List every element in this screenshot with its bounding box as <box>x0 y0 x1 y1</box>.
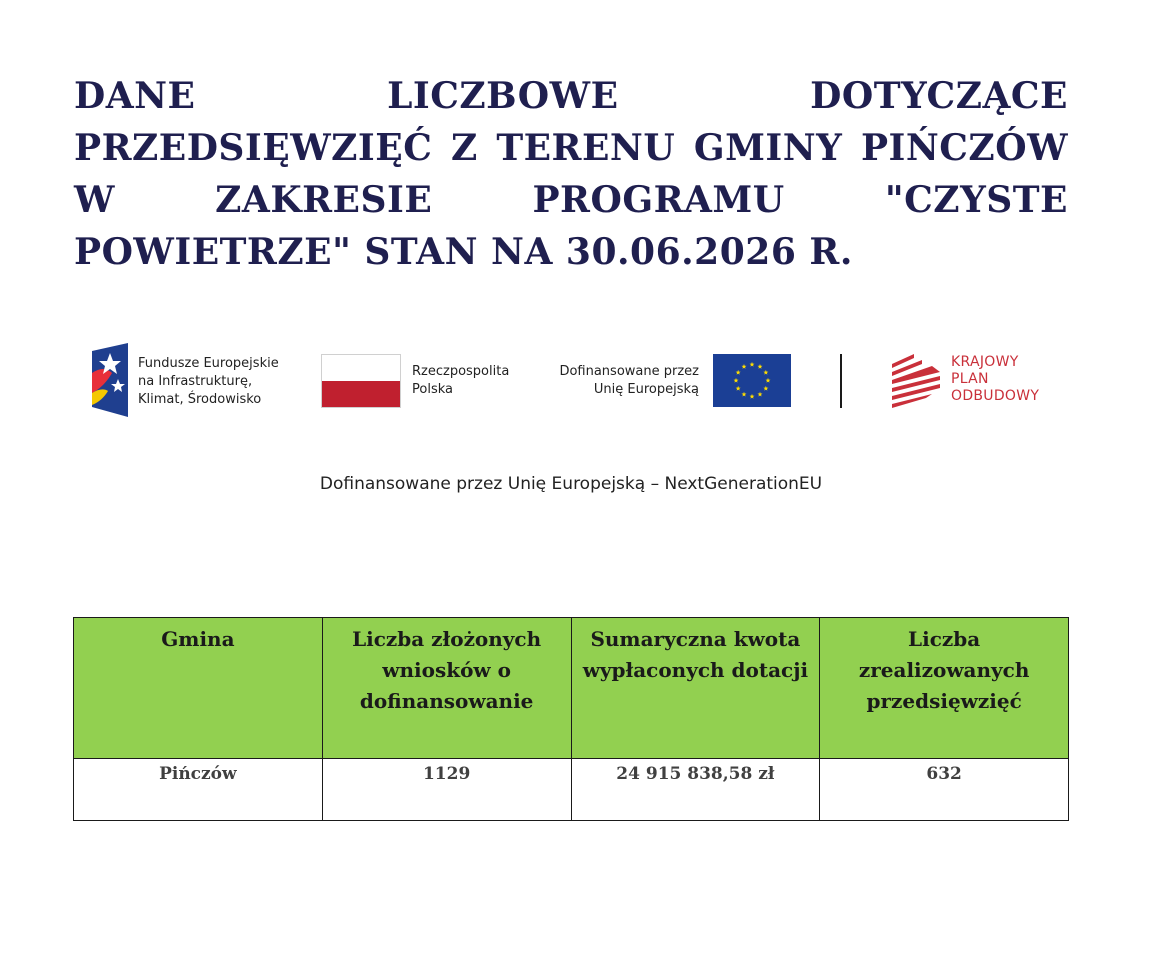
table-header-row <box>74 618 1069 759</box>
pl-logo-line-2: Polska <box>412 382 453 397</box>
header-gmina: Gmina <box>74 618 323 759</box>
eu-star-icon <box>742 364 747 369</box>
cell-liczba-przedsiewziec: 632 <box>820 759 1069 821</box>
kpo-logo-line-2: PLAN <box>951 371 989 387</box>
table-row <box>74 759 1069 821</box>
eu-logo-line-2: Unię Europejską <box>593 382 699 397</box>
eu-cofinancing-logo <box>546 354 791 410</box>
rzeczpospolita-polska-logo <box>321 354 531 410</box>
polish-flag-icon <box>321 354 401 408</box>
eu-star-icon <box>750 394 755 399</box>
eu-star-icon <box>750 362 755 367</box>
eu-star-icon <box>734 378 739 383</box>
eu-star-icon <box>736 386 741 391</box>
logo-bar <box>88 340 1068 420</box>
eu-star-icon <box>766 378 771 383</box>
krajowy-plan-odbudowy-logo <box>892 352 1068 412</box>
logo-divider <box>840 354 842 408</box>
cell-gmina: Pińczów <box>74 759 323 821</box>
cell-sumaryczna-kwota: 24 915 838,58 zł <box>571 759 820 821</box>
header-sumaryczna-kwota: Sumaryczna kwota wypłaconych dotacji <box>571 618 820 759</box>
header-liczba-przedsiewziec: Liczba zrealizowanych przedsięwzięć <box>820 618 1069 759</box>
eu-logo-line-1: Dofinansowane przez <box>559 364 699 379</box>
fundusze-europejskie-icon <box>88 343 130 417</box>
eu-star-icon <box>758 392 763 397</box>
header-liczba-wnioskow: Liczba złożonych wniosków o dofinansowanie <box>322 618 571 759</box>
eu-star-icon <box>742 392 747 397</box>
eu-star-icon <box>763 370 768 375</box>
eu-star-icon <box>763 386 768 391</box>
fe-logo-line-2: na Infrastrukturę, <box>138 374 253 389</box>
fundusze-europejskie-logo <box>88 343 298 417</box>
data-table <box>73 617 1069 821</box>
eu-star-icon <box>758 364 763 369</box>
eu-star-icon <box>736 370 741 375</box>
document-title: DANE LICZBOWE DOTYCZĄCE PRZEDSIĘWZIĘĆ Z TERENU GMINY PIŃCZÓW W ZAKRESIE PROGRAMU "CZYSTE POWIETRZE" STAN NA 30.06.2026 R. <box>74 75 1068 273</box>
kpo-logo-line-3: ODBUDOWY <box>951 388 1040 404</box>
cell-liczba-wnioskow: 1129 <box>322 759 571 821</box>
funding-subtitle: Dofinansowane przez Unię Europejską – NextGenerationEU <box>319 474 823 494</box>
kpo-logo-line-1: KRAJOWY <box>951 354 1019 370</box>
fe-logo-line-3: Klimat, Środowisko <box>138 392 262 407</box>
fe-logo-line-1: Fundusze Europejskie <box>138 356 279 371</box>
eu-flag-icon <box>713 354 791 407</box>
pl-logo-line-1: Rzeczpospolita <box>412 364 510 379</box>
kpo-icon <box>892 354 942 410</box>
